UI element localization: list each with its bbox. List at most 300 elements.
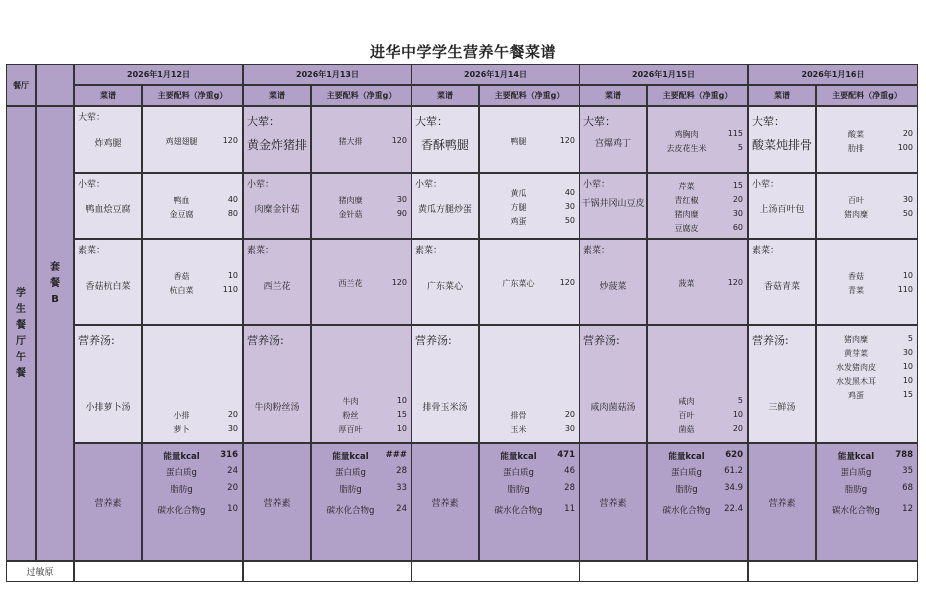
veg-ingredient-cell: [479, 239, 580, 325]
soup-category-label: 营养汤:: [78, 334, 115, 347]
ingredient-row: [654, 209, 743, 220]
ingredient-name: 菠菜: [678, 279, 695, 288]
ingredient-amount: 50: [564, 216, 575, 225]
ingredient-row: [823, 195, 913, 206]
ingredient-amount: 100: [897, 143, 913, 152]
veg-dish-name: 广东菜心: [426, 282, 463, 292]
nutrient-name: 能量kcal: [163, 452, 200, 462]
ingredient-name: 青菜: [848, 286, 864, 295]
nutrient-row: [149, 504, 238, 516]
main-dish-name: 炸鸡腿: [94, 139, 122, 149]
nutrient-value: 11: [564, 504, 575, 514]
ingredient-name: 厚百叶: [338, 425, 363, 434]
main-dish-name: 香酥鸭腿: [420, 138, 469, 152]
nutrient-name: 脂肪g: [507, 485, 530, 495]
nutrient-row: [149, 450, 238, 462]
ingredient-amount: 10: [902, 362, 913, 371]
ingredient-amount: 15: [396, 410, 407, 419]
main-dish-name: 黄金炸猪排: [246, 138, 307, 152]
nutrient-row: [486, 450, 575, 462]
ingredient-amount: 120: [559, 278, 575, 287]
ingredient-row: [823, 390, 913, 401]
nutrient-value: 68: [902, 483, 913, 493]
dish-column-header-label: 菜谱: [605, 91, 621, 100]
soup-dish-cell: [411, 325, 479, 443]
ingredient-amount: 120: [391, 278, 407, 287]
allergen-label: [6, 561, 74, 582]
small-dish-cell: [74, 173, 142, 239]
ingredient-row: [654, 129, 743, 140]
nutrient-name: 能量kcal: [837, 452, 875, 462]
nutrient-row: [486, 504, 575, 516]
ingredient-amount: 60: [732, 223, 743, 232]
ingredient-column-header-label: 主要配料（净重g）: [326, 91, 397, 100]
ingredient-amount: 10: [396, 396, 407, 405]
veg-dish-name: 香菇杭白菜: [85, 282, 131, 292]
ingredient-amount: 10: [902, 271, 913, 280]
main-ingredient-cell: [647, 106, 748, 173]
nutrient-row: [318, 466, 407, 478]
ingredient-name: 玉米: [510, 425, 527, 434]
canteen-name-cell: [6, 106, 36, 561]
ingredient-amount: 10: [902, 376, 913, 385]
ingredient-row: [149, 285, 238, 296]
nutrient-name: 碳水化合物g: [157, 506, 206, 516]
ingredient-amount: 30: [396, 195, 407, 204]
nutrient-row: [654, 466, 743, 478]
small-category-label: 小荤：: [78, 180, 106, 190]
set-name: [50, 260, 61, 308]
ingredient-row: [318, 396, 407, 407]
ingredient-row: [486, 278, 575, 289]
main-dish-cell: [243, 106, 311, 173]
nutrient-value: 20: [227, 483, 238, 493]
date-label: 2026年1月13日: [296, 70, 359, 79]
nutrient-name: 碳水化合物g: [326, 506, 375, 516]
nutrient-name: 脂肪g: [170, 485, 193, 495]
ingredient-amount: 15: [732, 181, 743, 190]
veg-category-label: 素菜：: [415, 246, 443, 256]
small-dish-name: 黄瓜方腿炒蛋: [417, 205, 472, 215]
dish-column-header: [748, 85, 816, 106]
small-dish-cell: [579, 173, 647, 239]
set-name-char: 套: [50, 261, 60, 273]
nutrition-values-cell: [311, 443, 412, 561]
nutrition-values-cell: [142, 443, 243, 561]
ingredient-name: 萝卜: [173, 425, 190, 434]
nutrient-value: 33: [396, 483, 407, 493]
small-dish-name: 肉糜金针菇: [254, 205, 300, 215]
ingredient-row: [486, 216, 575, 227]
date-label: 2026年1月15日: [632, 70, 695, 79]
ingredient-amount: 120: [727, 278, 743, 287]
ingredient-name: 金豆腐: [169, 210, 194, 219]
canteen-name-char: 生: [16, 303, 26, 315]
canteen-name-char: 餐: [16, 319, 26, 331]
ingredient-amount: 10: [732, 410, 743, 419]
ingredient-row: [654, 195, 743, 206]
nutrition-values-cell: [479, 443, 580, 561]
nutrient-name: 脂肪g: [675, 485, 698, 495]
ingredient-amount: 20: [564, 410, 575, 419]
soup-category-label: 营养汤:: [415, 334, 452, 347]
main-dish-name: 酸菜炖排骨: [751, 138, 812, 152]
soup-dish-name: 小排萝卜汤: [85, 403, 131, 413]
ingredient-amount: 20: [732, 424, 743, 433]
canteen-name-char: 午: [16, 351, 26, 363]
soup-category-label: 营养汤:: [752, 334, 789, 347]
veg-category-label: 素菜：: [583, 246, 611, 256]
ingredient-amount: 30: [732, 209, 743, 218]
nutrition-label: 营养素: [599, 499, 627, 509]
ingredient-name: 鸡蛋: [848, 391, 864, 400]
ingredient-name: 豆腐皮: [674, 224, 699, 233]
ingredient-amount: 20: [902, 129, 913, 138]
nutrition-label-cell: [243, 443, 311, 561]
veg-category-label: 素菜：: [78, 246, 106, 256]
nutrient-name: 蛋白质g: [335, 468, 366, 478]
dish-column-header-label: 菜谱: [100, 91, 116, 100]
allergen-cell: [243, 561, 412, 582]
nutrient-name: 蛋白质g: [840, 468, 872, 478]
ingredient-name: 鸡胸肉: [674, 130, 699, 139]
nutrient-value: 28: [564, 483, 575, 493]
ingredient-name: 猪肉糜: [844, 210, 868, 219]
ingredient-row: [149, 209, 238, 220]
ingredient-name: 杭白菜: [169, 286, 194, 295]
main-category-label: 大荤：: [247, 115, 280, 128]
nutrient-name: 脂肪g: [339, 485, 362, 495]
ingredient-name: 酸菜: [848, 130, 864, 139]
soup-category-label: 营养汤:: [583, 334, 620, 347]
soup-ingredient-cell: [142, 325, 243, 443]
nutrient-row: [654, 450, 743, 462]
soup-dish-cell: [579, 325, 647, 443]
main-dish-cell: [748, 106, 816, 173]
small-ingredient-cell: [647, 173, 748, 239]
main-dish-cell: [411, 106, 479, 173]
set-name-char: 餐: [50, 277, 60, 289]
dish-column-header-label: 菜谱: [269, 91, 285, 100]
main-dish-cell: [579, 106, 647, 173]
nutrient-value: ###: [385, 450, 407, 460]
nutrient-row: [318, 483, 407, 495]
ingredient-column-header: [311, 85, 412, 106]
veg-dish-cell: [579, 239, 647, 325]
veg-dish-cell: [411, 239, 479, 325]
veg-category-label: 素菜：: [247, 246, 275, 256]
veg-dish-name: 香菇青菜: [763, 282, 800, 292]
nutrient-row: [823, 466, 913, 478]
soup-dish-name: 咸肉菌菇汤: [590, 403, 636, 413]
ingredient-column-header: [142, 85, 243, 106]
nutrient-value: 35: [902, 466, 913, 476]
small-category-label: 小荤：: [415, 180, 443, 190]
ingredient-row: [654, 278, 743, 289]
veg-ingredient-cell: [647, 239, 748, 325]
main-ingredient-cell: [816, 106, 918, 173]
ingredient-name: 小排: [173, 411, 190, 420]
ingredient-name: 去皮花生米: [666, 144, 707, 153]
ingredient-row: [318, 195, 407, 206]
canteen-header: [6, 64, 36, 106]
soup-dish-cell: [243, 325, 311, 443]
dish-column-header: [74, 85, 142, 106]
nutrient-name: 碳水化合物g: [662, 506, 711, 516]
ingredient-column-header: [479, 85, 580, 106]
soup-ingredient-cell: [816, 325, 918, 443]
page-title: 进华中学学生营养午餐菜谱: [369, 43, 556, 61]
ingredient-row: [318, 136, 407, 147]
ingredient-row: [486, 410, 575, 421]
date-header: [243, 64, 412, 85]
nutrient-row: [149, 483, 238, 495]
ingredient-row: [823, 362, 913, 373]
small-ingredient-cell: [142, 173, 243, 239]
ingredient-row: [823, 334, 913, 345]
set-header: [36, 64, 74, 106]
main-dish-name: 宫爆鸡丁: [594, 139, 631, 149]
soup-dish-name: 三鲜汤: [768, 403, 796, 413]
ingredient-name: 广东菜心: [502, 279, 535, 288]
ingredient-row: [823, 129, 913, 140]
ingredient-amount: 110: [897, 285, 913, 294]
ingredient-amount: 30: [902, 195, 913, 204]
nutrition-values-cell: [647, 443, 748, 561]
ingredient-amount: 50: [902, 209, 913, 218]
nutrition-label-cell: [579, 443, 647, 561]
ingredient-amount: 5: [737, 396, 743, 405]
nutrition-label-cell: [411, 443, 479, 561]
ingredient-row: [654, 143, 743, 154]
nutrient-row: [486, 466, 575, 478]
ingredient-amount: 5: [907, 334, 913, 343]
ingredient-row: [149, 271, 238, 282]
ingredient-name: 排骨: [510, 411, 527, 420]
small-ingredient-cell: [816, 173, 918, 239]
nutrient-name: 脂肪g: [844, 485, 868, 495]
canteen-header-label: 餐厅: [13, 80, 29, 90]
ingredient-amount: 40: [564, 188, 575, 197]
ingredient-amount: 115: [727, 129, 743, 138]
nutrient-value: 10: [227, 504, 238, 514]
veg-ingredient-cell: [142, 239, 243, 325]
ingredient-name: 菌菇: [678, 425, 695, 434]
main-category-label: 大荤：: [583, 115, 616, 128]
main-dish-cell: [74, 106, 142, 173]
ingredient-row: [318, 424, 407, 435]
small-dish-cell: [243, 173, 311, 239]
date-header: [74, 64, 243, 85]
ingredient-amount: 40: [227, 195, 238, 204]
ingredient-name: 猪大排: [338, 137, 363, 146]
date-label: 2026年1月16日: [801, 70, 865, 79]
ingredient-row: [318, 209, 407, 220]
ingredient-amount: 120: [391, 136, 407, 145]
nutrition-values-cell: [816, 443, 918, 561]
ingredient-row: [486, 188, 575, 199]
dish-column-header: [411, 85, 479, 106]
ingredient-name: 猪肉糜: [674, 210, 699, 219]
ingredient-amount: 30: [564, 424, 575, 433]
soup-ingredient-cell: [647, 325, 748, 443]
ingredient-row: [823, 209, 913, 220]
ingredient-row: [654, 396, 743, 407]
ingredient-amount: 120: [559, 136, 575, 145]
nutrient-value: 24: [396, 504, 407, 514]
ingredient-amount: 20: [732, 195, 743, 204]
nutrient-value: 620: [725, 450, 743, 460]
nutrient-row: [654, 483, 743, 495]
nutrient-value: 788: [895, 450, 913, 460]
nutrition-label: 营养素: [94, 499, 122, 509]
small-category-label: 小荤：: [752, 180, 780, 190]
small-category-label: 小荤：: [583, 180, 611, 190]
ingredient-amount: 30: [227, 424, 238, 433]
allergen-cell: [579, 561, 748, 582]
ingredient-amount: 110: [222, 285, 238, 294]
ingredient-column-header-label: 主要配料（净重g）: [494, 91, 565, 100]
nutrition-label: 营养素: [263, 499, 291, 509]
veg-dish-name: 西兰花: [263, 282, 291, 292]
date-header: [579, 64, 748, 85]
ingredient-name: 猪肉糜: [844, 335, 868, 344]
veg-dish-cell: [243, 239, 311, 325]
ingredient-amount: 80: [227, 209, 238, 218]
nutrient-name: 能量kcal: [500, 452, 537, 462]
ingredient-column-header-label: 主要配料（净重g）: [662, 91, 733, 100]
ingredient-row: [823, 271, 913, 282]
nutrient-name: 蛋白质g: [166, 468, 197, 478]
ingredient-name: 百叶: [678, 411, 695, 420]
nutrient-row: [149, 466, 238, 478]
allergen-cell: [411, 561, 580, 582]
nutrient-name: 碳水化合物g: [494, 506, 543, 516]
ingredient-row: [318, 410, 407, 421]
small-dish-cell: [748, 173, 816, 239]
ingredient-column-header: [816, 85, 918, 106]
ingredient-name: 水发猪肉皮: [836, 363, 876, 372]
ingredient-name: 金针菇: [338, 210, 363, 219]
nutrient-row: [823, 483, 913, 495]
ingredient-row: [149, 195, 238, 206]
ingredient-name: 鸡蛋: [510, 217, 527, 226]
soup-ingredient-cell: [311, 325, 412, 443]
nutrient-row: [654, 504, 743, 516]
nutrient-row: [318, 504, 407, 516]
ingredient-amount: 5: [737, 143, 743, 152]
main-ingredient-cell: [479, 106, 580, 173]
ingredient-name: 黄芽菜: [844, 349, 868, 358]
date-label: 2026年1月12日: [127, 70, 190, 79]
nutrient-value: 28: [396, 466, 407, 476]
veg-dish-name: 炒菠菜: [599, 282, 627, 292]
set-name-char: B: [51, 293, 59, 305]
ingredient-row: [486, 424, 575, 435]
ingredient-amount: 30: [564, 202, 575, 211]
dish-column-header: [579, 85, 647, 106]
ingredient-row: [149, 410, 238, 421]
ingredient-name: 鸭腿: [510, 137, 527, 146]
nutrient-value: 24: [227, 466, 238, 476]
ingredient-amount: 30: [902, 348, 913, 357]
ingredient-name: 香菇: [173, 272, 190, 281]
soup-dish-cell: [748, 325, 816, 443]
nutrition-label: 营养素: [768, 499, 796, 509]
ingredient-name: 黄瓜: [510, 189, 527, 198]
dish-column-header-label: 菜谱: [774, 91, 790, 100]
soup-category-label: 营养汤:: [247, 334, 284, 347]
ingredient-row: [149, 424, 238, 435]
small-dish-cell: [411, 173, 479, 239]
nutrient-name: 碳水化合物g: [832, 506, 880, 516]
ingredient-row: [823, 143, 913, 154]
nutrient-row: [823, 504, 913, 516]
small-dish-name: 上汤百叶包: [759, 205, 805, 215]
canteen-name-char: 学: [16, 287, 26, 299]
ingredient-name: 百叶: [848, 196, 864, 205]
small-ingredient-cell: [311, 173, 412, 239]
ingredient-name: 水发黑木耳: [836, 377, 876, 386]
small-category-label: 小荤：: [247, 180, 275, 190]
ingredient-name: 粉丝: [342, 411, 359, 420]
ingredient-name: 猪肉糜: [338, 196, 363, 205]
ingredient-row: [823, 348, 913, 359]
ingredient-amount: 120: [222, 136, 238, 145]
ingredient-column-header-label: 主要配料（净重g）: [157, 91, 228, 100]
ingredient-name: 方腿: [510, 203, 527, 212]
ingredient-column-header-label: 主要配料（净重g）: [832, 91, 902, 100]
set-name-cell: [36, 106, 74, 561]
dish-column-header-label: 菜谱: [437, 91, 453, 100]
nutrition-label: 营养素: [431, 499, 459, 509]
nutrient-name: 蛋白质g: [671, 468, 702, 478]
ingredient-row: [149, 136, 238, 147]
ingredient-amount: 90: [396, 209, 407, 218]
small-dish-name: 干锅井冈山豆皮: [581, 199, 645, 209]
main-category-label: 大荤：: [752, 115, 785, 128]
allergen-cell: [74, 561, 243, 582]
ingredient-row: [654, 223, 743, 234]
nutrient-name: 能量kcal: [668, 452, 705, 462]
ingredient-amount: 20: [227, 410, 238, 419]
allergen-label-text: 过敏原: [26, 568, 54, 578]
nutrition-label-cell: [74, 443, 142, 561]
nutrient-value: 12: [902, 504, 913, 514]
ingredient-row: [318, 278, 407, 289]
main-category-label: 大荤：: [78, 113, 106, 123]
nutrient-row: [823, 450, 913, 462]
veg-category-label: 素菜：: [752, 246, 780, 256]
ingredient-name: 鸭血: [173, 196, 190, 205]
date-header: [748, 64, 918, 85]
ingredient-row: [486, 202, 575, 213]
veg-ingredient-cell: [816, 239, 918, 325]
ingredient-name: 芹菜: [678, 182, 695, 191]
date-header: [411, 64, 580, 85]
veg-ingredient-cell: [311, 239, 412, 325]
soup-dish-name: 牛肉粉丝汤: [254, 403, 300, 413]
ingredient-name: 西兰花: [338, 279, 363, 288]
canteen-name-char: 餐: [16, 367, 26, 379]
ingredient-name: 咸肉: [678, 397, 695, 406]
ingredient-name: 青红椒: [674, 196, 699, 205]
nutrient-name: 能量kcal: [332, 452, 369, 462]
ingredient-amount: 10: [227, 271, 238, 280]
nutrient-value: 22.4: [724, 504, 743, 514]
ingredient-column-header: [647, 85, 748, 106]
ingredient-row: [654, 181, 743, 192]
